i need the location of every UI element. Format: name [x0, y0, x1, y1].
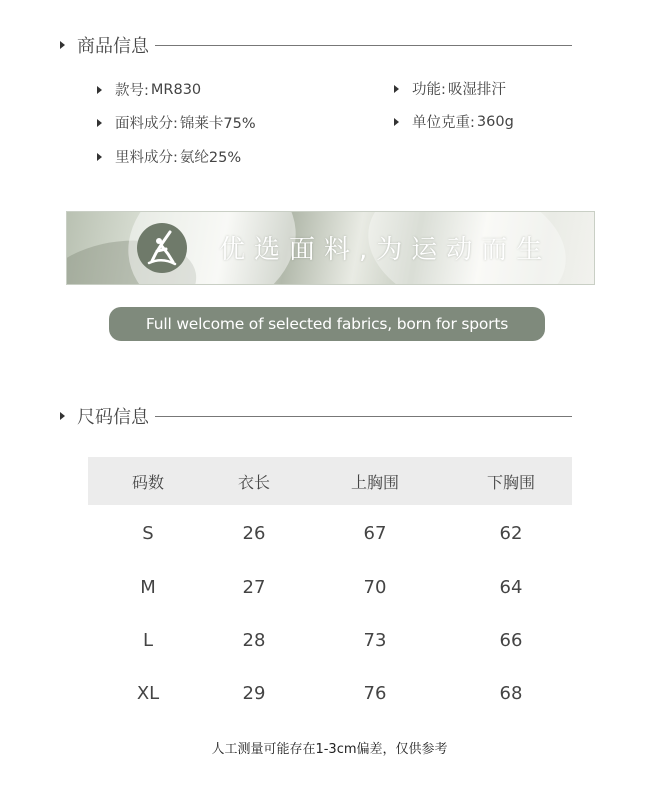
column-header-upper-bust: 上胸围	[300, 457, 450, 505]
section-title: 尺码信息	[77, 407, 149, 428]
table-cell: M	[140, 577, 156, 598]
table-cell: 66	[499, 630, 523, 651]
banner-slogan: 优选面料,为运动而生	[219, 235, 552, 265]
product-info-header	[60, 32, 572, 58]
spec-item-fabric	[97, 112, 256, 133]
table-cell: 68	[499, 683, 523, 704]
divider-line	[155, 45, 572, 46]
table-cell: 28	[242, 630, 266, 651]
table-header-row	[88, 457, 572, 505]
spec-label: 款号:	[115, 83, 149, 99]
triangle-bullet-icon	[97, 86, 102, 94]
column-header-under-bust: 下胸围	[450, 457, 572, 505]
spec-label: 里料成分:	[115, 150, 178, 166]
tagline-pill: Full welcome of selected fabrics, born for sports	[109, 307, 545, 341]
table-row	[88, 667, 572, 720]
spec-item-lining	[97, 146, 241, 167]
column-header-size: 码数	[88, 457, 208, 505]
triangle-bullet-icon	[60, 41, 65, 49]
table-row	[88, 561, 572, 614]
table-cell: 76	[363, 683, 387, 704]
spec-item-weight	[394, 111, 514, 132]
size-info-header	[60, 403, 572, 429]
spec-value: 吸湿排汗	[447, 82, 506, 98]
divider-line	[155, 416, 572, 417]
size-table	[88, 457, 572, 720]
spec-value: 氨纶25%	[179, 150, 242, 166]
table-cell: L	[142, 630, 154, 651]
table-cell: 62	[499, 522, 523, 544]
spec-value: 锦莱卡75%	[179, 116, 256, 132]
table-cell: 27	[242, 577, 266, 598]
column-header-length: 衣长	[208, 457, 300, 505]
table-cell: S	[142, 522, 154, 544]
spec-item-style-number	[97, 79, 201, 100]
table-cell: 73	[363, 630, 387, 651]
table-cell: 26	[242, 522, 266, 544]
table-row	[88, 614, 572, 667]
spec-label: 单位克重:	[412, 115, 475, 131]
triangle-bullet-icon	[394, 85, 399, 93]
triangle-bullet-icon	[97, 119, 102, 127]
table-cell: 70	[363, 577, 387, 598]
table-cell: XL	[136, 683, 160, 704]
table-cell: 29	[242, 683, 266, 704]
table-cell: 67	[363, 522, 387, 544]
table-cell: 64	[499, 577, 523, 598]
triangle-bullet-icon	[97, 153, 102, 161]
gymnast-logo-icon	[137, 223, 187, 273]
triangle-bullet-icon	[60, 412, 65, 420]
section-title: 商品信息	[77, 36, 149, 57]
spec-label: 功能:	[412, 82, 446, 98]
measurement-note: 人工测量可能存在1-3cm偏差，仅供参考	[211, 742, 448, 757]
fabric-banner	[66, 211, 595, 285]
spec-item-function	[394, 78, 506, 99]
table-row	[88, 505, 572, 561]
spec-value: MR830	[150, 81, 202, 98]
spec-value: 360g	[476, 113, 514, 130]
triangle-bullet-icon	[394, 118, 399, 126]
spec-label: 面料成分:	[115, 116, 178, 132]
